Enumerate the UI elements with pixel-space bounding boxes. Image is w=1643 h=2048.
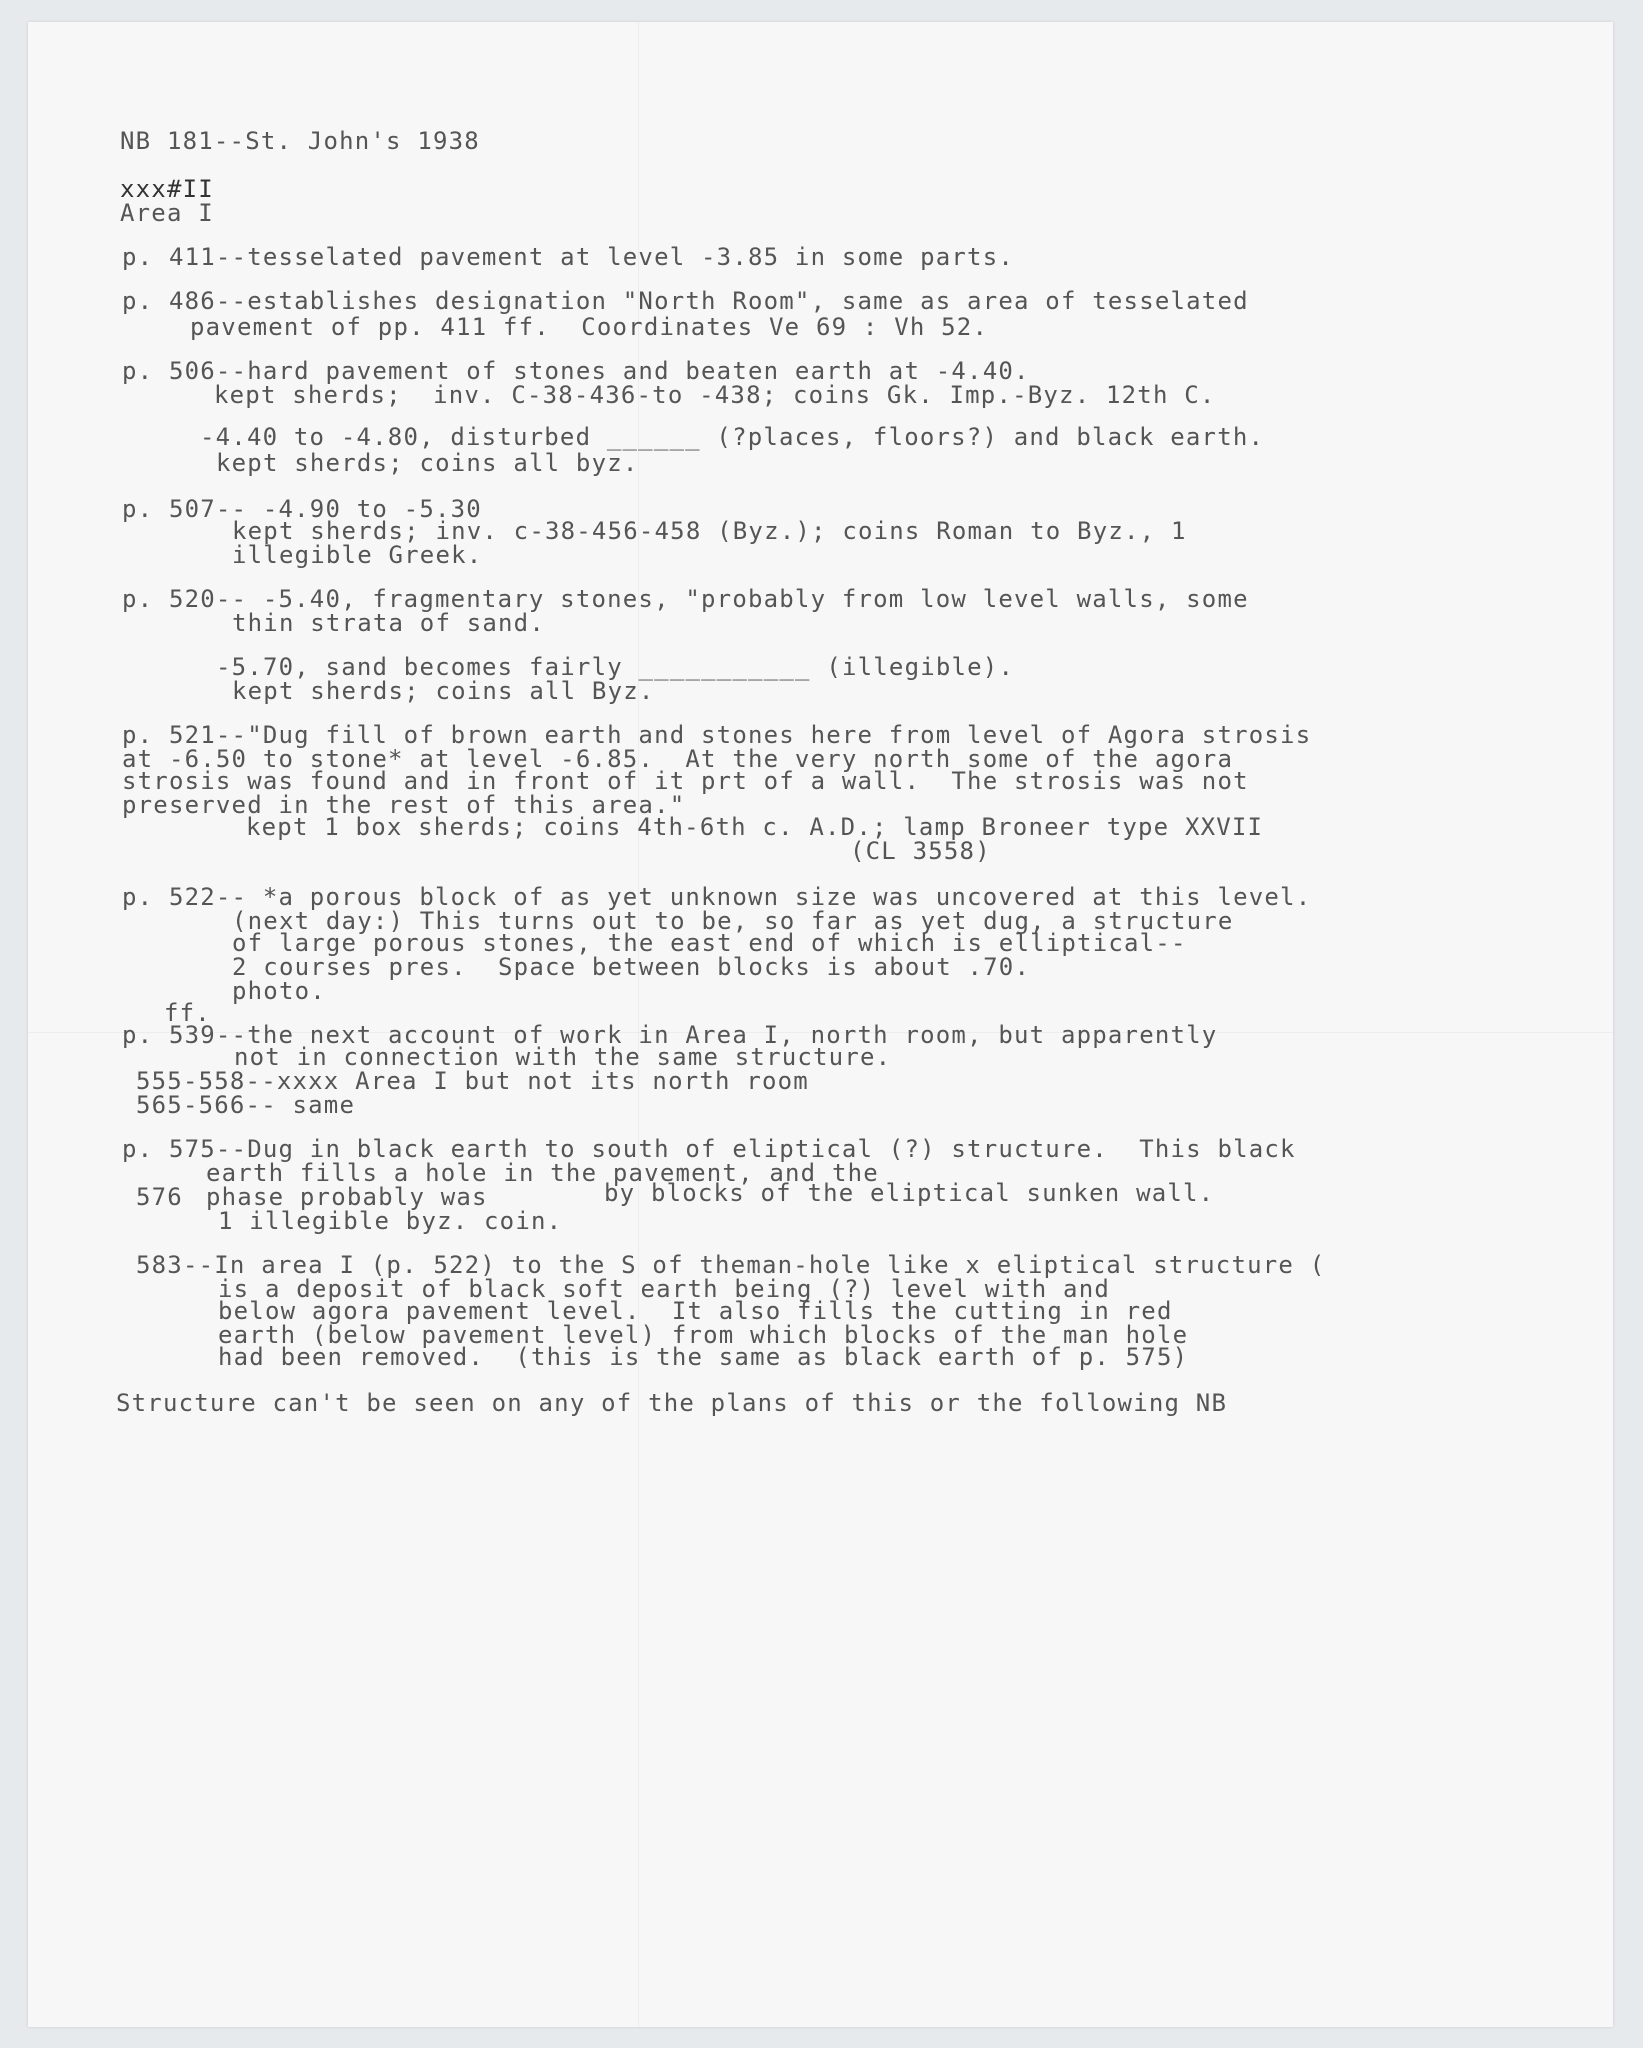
struck-out-text: xxx#II — [120, 175, 214, 203]
entry-p555: 555-558--xxxx Area I but not its north room — [136, 1067, 809, 1095]
entry-p507-finds: kept sherds; inv. c-38-456-458 (Byz.); coins Roman to Byz., 1 — [232, 517, 1187, 545]
entry-p411: p. 411--tesselated pavement at level -3.85 in some parts. — [122, 243, 1015, 271]
entry-p522: p. 522-- *a porous block of as yet unknown size was uncovered at this level. — [122, 883, 1312, 911]
entry-p521-finds: kept 1 box sherds; coins 4th-6th c. A.D.; lamp Broneer type XXVII — [246, 813, 1264, 841]
entry-p506-level-finds: kept sherds; coins all byz. — [216, 449, 639, 477]
entry-p576-text-a: phase probably was — [206, 1183, 488, 1211]
entry-p575: p. 575--Dug in black earth to south of eliptical (?) structure. This black — [122, 1135, 1296, 1163]
entry-p521: p. 521--"Dug fill of brown earth and stones here from level of Agora strosis — [122, 721, 1312, 749]
notebook-heading: NB 181--St. John's 1938 — [120, 127, 480, 155]
entry-p583-line5: had been removed. (this is the same as black earth of p. 575) — [218, 1343, 1189, 1371]
entry-p521-line3: strosis was found and in front of it prt of a wall. The strosis was not — [122, 767, 1249, 795]
closing-note: Structure can't be seen on any of the plans of this or the following NB — [116, 1389, 1228, 1417]
entry-p539: p. 539--the next account of work in Area I, north room, but apparently — [122, 1021, 1218, 1049]
entry-p583-line3: below agora pavement level. It also fills the cutting in red — [218, 1297, 1173, 1325]
entry-p486-cont: pavement of pp. 411 ff. Coordinates Ve 69 : Vh 52. — [190, 313, 989, 341]
entry-p520-finds: kept sherds; coins all Byz. — [232, 677, 655, 705]
entry-p506-level: -4.40 to -4.80, disturbed ______ (?places, floors?) and black earth. — [200, 423, 1265, 451]
entry-p576-number: 576 — [136, 1183, 183, 1211]
entry-p520-cont: thin strata of sand. — [232, 609, 545, 637]
entry-p521-line2: at -6.50 to stone* at level -6.85. At the very north some of the agora — [122, 745, 1234, 773]
area-heading: Area I — [120, 199, 214, 227]
entry-p521-lamp-ref: (CL 3558) — [850, 837, 991, 865]
entry-p522-line4: 2 courses pres. Space between blocks is about .70. — [232, 953, 1031, 981]
entry-p522-photo: photo. — [232, 977, 326, 1005]
entry-p565: 565-566-- same — [136, 1091, 356, 1119]
entry-p486: p. 486--establishes designation "North Room", same as area of tesselated — [122, 287, 1249, 315]
entry-p583: 583--In area I (p. 522) to the S of theman-hole like x eliptical structure ( — [136, 1251, 1326, 1279]
entry-p583-line2: is a deposit of black soft earth being (?) level with and — [218, 1275, 1111, 1303]
entry-p507-finds-cont: illegible Greek. — [232, 541, 483, 569]
entry-p522-ff: ff. — [164, 999, 211, 1027]
entry-p506: p. 506--hard pavement of stones and beaten earth at -4.40. — [122, 357, 1030, 385]
entry-p575-line2: earth fills a hole in the pavement, and the — [206, 1159, 879, 1187]
entry-p583-line4: earth (below pavement level) from which blocks of the man hole — [218, 1321, 1189, 1349]
entry-p520: p. 520-- -5.40, fragmentary stones, "probably from low level walls, some — [122, 585, 1249, 613]
entry-p521-line4: preserved in the rest of this area." — [122, 791, 686, 819]
document-page — [28, 22, 1613, 2027]
entry-p522-line3: of large porous stones, the east end of which is elliptical-- — [232, 929, 1187, 957]
entry-p522-line2: (next day:) This turns out to be, so far as yet dug, a structure — [232, 907, 1234, 935]
entry-p507: p. 507-- -4.90 to -5.30 — [122, 495, 482, 523]
entry-p506-finds: kept sherds; inv. C-38-436-to -438; coins Gk. Imp.-Byz. 12th C. — [214, 381, 1216, 409]
entry-p576-coin: 1 illegible byz. coin. — [218, 1207, 563, 1235]
entry-p576-text-b: by blocks of the eliptical sunken wall. — [604, 1179, 1215, 1207]
entry-p539-cont: not in connection with the same structure. — [234, 1043, 892, 1071]
entry-p520-level: -5.70, sand becomes fairly ___________ (illegible). — [216, 653, 1015, 681]
